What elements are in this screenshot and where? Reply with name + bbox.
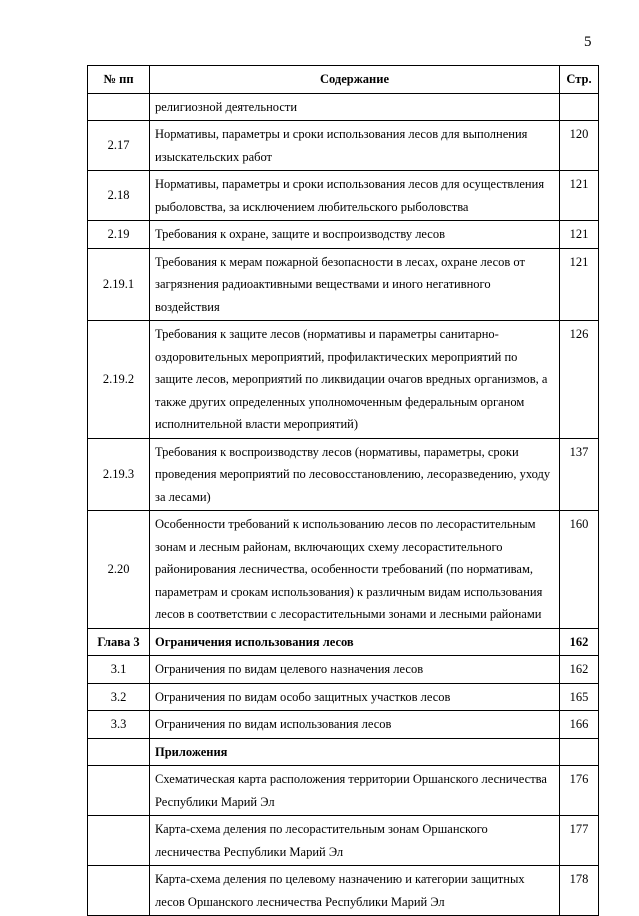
page-number: 5 <box>584 34 592 50</box>
row-content: Нормативы, параметры и сроки использования лесов для выполнения изыскательских работ <box>150 121 560 171</box>
header-row <box>88 66 599 94</box>
row-page: 121 <box>560 221 599 249</box>
table-row <box>88 248 599 321</box>
row-number <box>88 866 150 916</box>
row-number: 2.19 <box>88 221 150 249</box>
row-page: 121 <box>560 171 599 221</box>
row-content: Требования к охране, защите и воспроизводству лесов <box>150 221 560 249</box>
row-page <box>560 738 599 766</box>
table-row <box>88 171 599 221</box>
row-content: Ограничения по видам целевого назначения лесов <box>150 656 560 684</box>
row-content: Требования к воспроизводству лесов (нормативы, параметры, сроки проведения мероприятий по лесовосстановлению, лесоразведению, уходу за лесами) <box>150 438 560 511</box>
row-number <box>88 93 150 121</box>
row-number: 3.3 <box>88 711 150 739</box>
row-number: 3.1 <box>88 656 150 684</box>
row-number <box>88 738 150 766</box>
row-page: 120 <box>560 121 599 171</box>
table-row <box>88 511 599 629</box>
table-row <box>88 656 599 684</box>
table-row <box>88 683 599 711</box>
row-content: религиозной деятельности <box>150 93 560 121</box>
header-page: Стр. <box>560 66 599 94</box>
row-number: 3.2 <box>88 683 150 711</box>
row-content: Требования к мерам пожарной безопасности в лесах, охране лесов от загрязнения радиоактивными веществами и иного негативного воздействия <box>150 248 560 321</box>
row-content: Особенности требований к использованию лесов по лесорастительным зонам и лесным районам, включающих схему лесорастительного районирования лесничества, особенности требований (по нормативам, параметрам и срокам использования) к различным видам использования лесов в соответствии с лесорастительными зонами и лесными районами <box>150 511 560 629</box>
row-content: Ограничения по видам особо защитных участков лесов <box>150 683 560 711</box>
table-row <box>88 121 599 171</box>
chapter-row <box>88 628 599 656</box>
row-page: 126 <box>560 321 599 439</box>
row-content: Схематическая карта расположения территории Оршанского лесничества Республики Марий Эл <box>150 766 560 816</box>
row-page: 166 <box>560 711 599 739</box>
row-page: 177 <box>560 816 599 866</box>
table-row <box>88 711 599 739</box>
row-number: 2.19.2 <box>88 321 150 439</box>
table-row <box>88 866 599 916</box>
row-content: Нормативы, параметры и сроки использования лесов для осуществления рыболовства, за исключением любительского рыболовства <box>150 171 560 221</box>
row-page: 162 <box>560 656 599 684</box>
row-page: 160 <box>560 511 599 629</box>
row-number <box>88 816 150 866</box>
row-page: 162 <box>560 628 599 656</box>
table-row <box>88 321 599 439</box>
table-row <box>88 221 599 249</box>
row-page: 178 <box>560 866 599 916</box>
row-page: 165 <box>560 683 599 711</box>
header-content: Содержание <box>150 66 560 94</box>
row-number: 2.19.3 <box>88 438 150 511</box>
row-content: Требования к защите лесов (нормативы и параметры санитарно-оздоровительных мероприятий, профилактических мероприятий по защите лесов, мероприятий по ликвидации очагов вредных организмов, а также других определенных уполномоченным федеральным органом исполнительной власти мероприятий) <box>150 321 560 439</box>
appendix-heading-row <box>88 738 599 766</box>
row-content: Приложения <box>150 738 560 766</box>
table-row <box>88 766 599 816</box>
table-row <box>88 438 599 511</box>
row-page: 176 <box>560 766 599 816</box>
row-number: 2.18 <box>88 171 150 221</box>
table-row <box>88 93 599 121</box>
row-page <box>560 93 599 121</box>
header-number: № пп <box>88 66 150 94</box>
row-page: 137 <box>560 438 599 511</box>
row-number: 2.20 <box>88 511 150 629</box>
row-content: Карта-схема деления по целевому назначению и категории защитных лесов Оршанского лесничества Республики Марий Эл <box>150 866 560 916</box>
table-row <box>88 816 599 866</box>
contents-table <box>87 65 599 916</box>
row-page: 121 <box>560 248 599 321</box>
row-number: 2.19.1 <box>88 248 150 321</box>
row-number <box>88 766 150 816</box>
row-content: Ограничения использования лесов <box>150 628 560 656</box>
row-content: Карта-схема деления по лесорастительным зонам Оршанского лесничества Республики Марий Эл <box>150 816 560 866</box>
row-content: Ограничения по видам использования лесов <box>150 711 560 739</box>
row-number: Глава 3 <box>88 628 150 656</box>
row-number: 2.17 <box>88 121 150 171</box>
